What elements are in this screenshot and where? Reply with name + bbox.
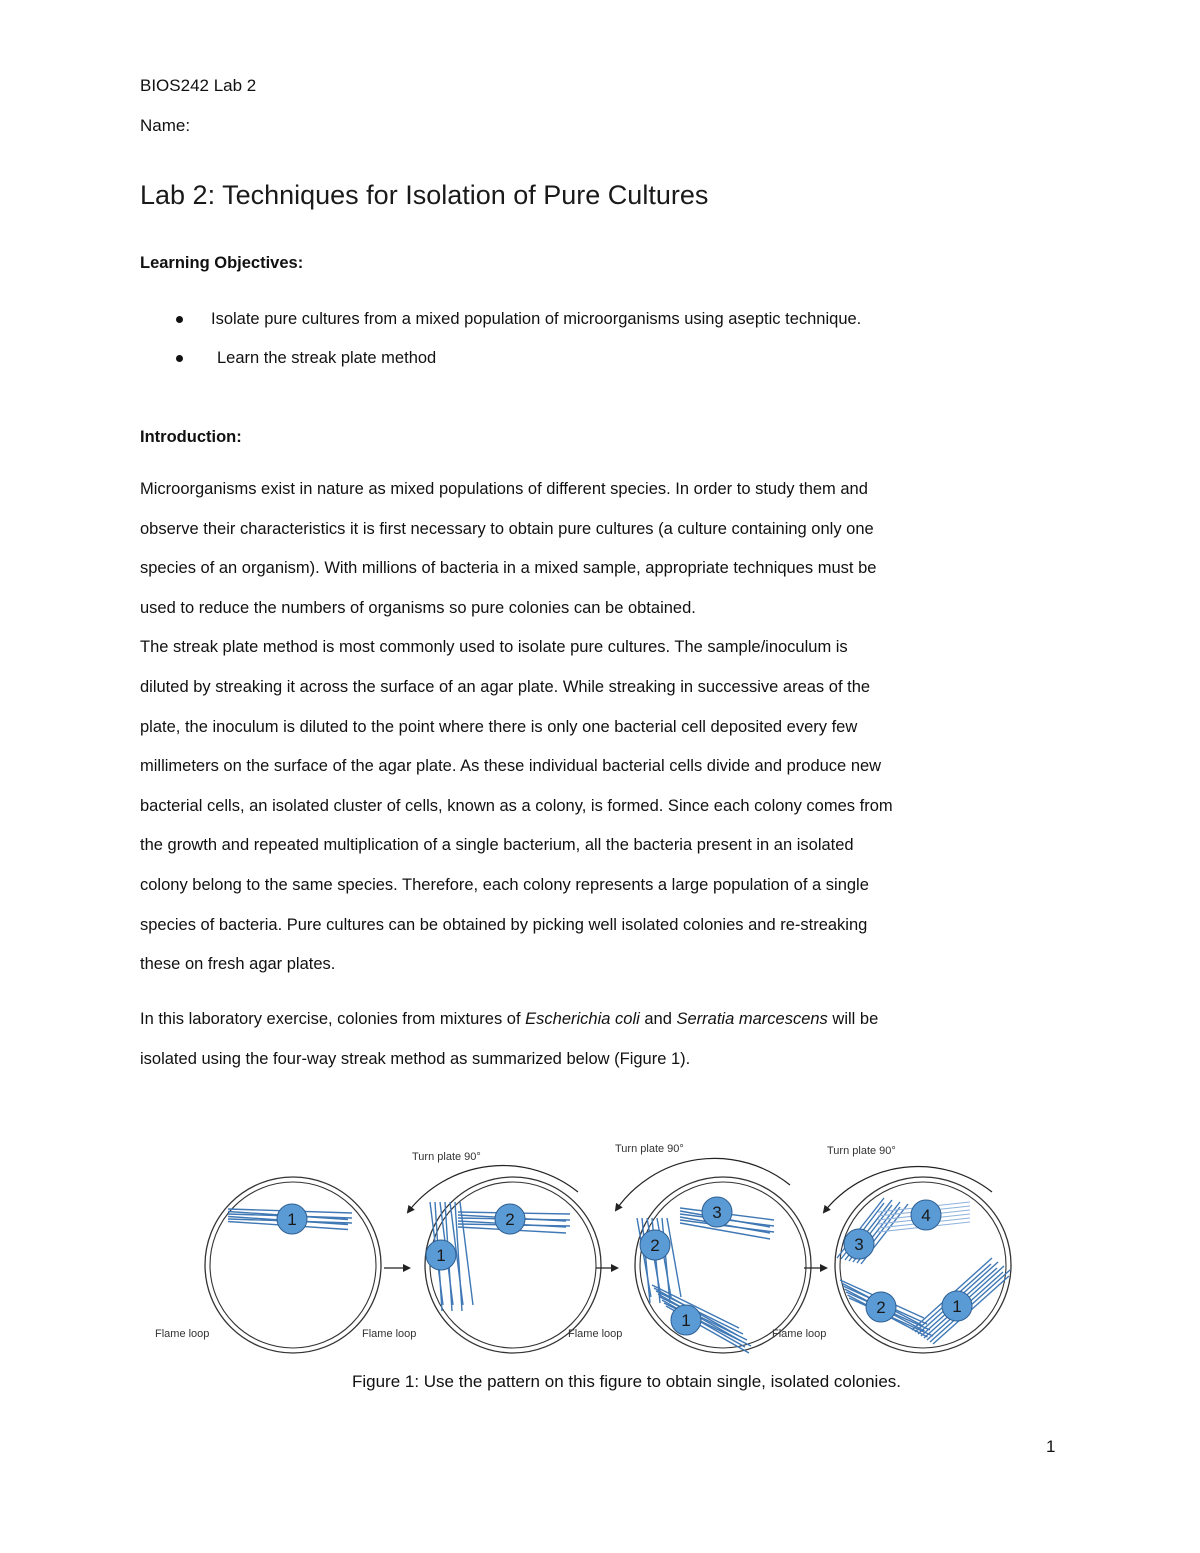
bullet-icon: [176, 355, 183, 362]
paragraph-line: used to reduce the numbers of organisms so pure colonies can be obtained.: [140, 598, 696, 617]
streak-marker: [866, 1292, 896, 1322]
streak-number: 2: [505, 1210, 515, 1229]
flame-loop-label: Flame loop: [362, 1328, 417, 1340]
flame-loop-label: Flame loop: [772, 1328, 827, 1340]
paragraph-line: bacterial cells, an isolated cluster of cells, known as a colony, is formed. Since each colony comes from: [140, 796, 893, 815]
streak-marker: [844, 1229, 874, 1259]
paragraph-line: plate, the inoculum is diluted to the point where there is only one bacterial cell deposited every few: [140, 717, 858, 736]
streak-number: 1: [681, 1311, 691, 1330]
species-name: Serratia marcescens: [676, 1010, 828, 1028]
introduction-paragraph: [140, 470, 1040, 985]
paragraph-line: observe their characteristics it is first necessary to obtain pure cultures (a culture containing only one: [140, 519, 874, 538]
species-name: Escherichia coli: [525, 1010, 640, 1028]
rotation-arrow: [408, 1166, 578, 1212]
page-number: 1: [1046, 1437, 1056, 1456]
streak-plate-figure: [140, 1130, 1020, 1360]
name-label: Name:: [140, 116, 191, 135]
paragraph-line: colony belong to the same species. Therefore, each colony represents a large population of a single: [140, 875, 869, 894]
figure-caption: Figure 1: Use the pattern on this figure to obtain single, isolated colonies.: [351, 1372, 902, 1391]
paragraph-line: the growth and repeated multiplication of a single bacterium, all the bacteria present in an isolated: [140, 836, 854, 855]
turn-plate-label: Turn plate 90°: [615, 1143, 684, 1155]
paragraph-line: In this laboratory exercise, colonies from mixtures of Escherichia coli and Serratia marcescens will be: [140, 1010, 879, 1028]
streak-marker: [702, 1197, 732, 1227]
paragraph-line: species of bacteria. Pure cultures can be obtained by picking well isolated colonies and re-streaking: [140, 915, 868, 934]
streak-number: 1: [436, 1246, 446, 1265]
exercise-paragraph: [140, 1000, 1040, 1079]
flame-loop-label: Flame loop: [155, 1328, 210, 1340]
paragraph-line: diluted by streaking it across the surface of an agar plate. While streaking in successive areas of the: [140, 677, 871, 696]
streak-marker: [640, 1230, 670, 1260]
paragraph-line: these on fresh agar plates.: [140, 955, 336, 974]
paragraph-line: Microorganisms exist in nature as mixed populations of different species. In order to study them and: [140, 480, 868, 498]
introduction-heading: Introduction:: [140, 428, 242, 446]
streak-marker: [277, 1204, 307, 1234]
streak-number: 4: [921, 1206, 931, 1225]
page-title: Lab 2: Techniques for Isolation of Pure Cultures: [140, 180, 709, 210]
objective-item: Learn the streak plate method: [140, 344, 1060, 383]
streak-number: 3: [712, 1203, 722, 1222]
streak-marker: [495, 1204, 525, 1234]
streak-marker: [911, 1200, 941, 1230]
bullet-icon: [176, 316, 183, 323]
streak-number: 1: [287, 1210, 297, 1229]
streak-number: 2: [876, 1298, 886, 1317]
objectives-list: [140, 305, 1060, 383]
paragraph-line: The streak plate method is most commonly used to isolate pure cultures. The sample/inoculum is: [140, 638, 848, 657]
course-header: BIOS242 Lab 2: [140, 76, 257, 95]
objectives-heading: Learning Objectives:: [140, 254, 304, 272]
petri-plate: [205, 1177, 381, 1353]
streak-marker: [942, 1291, 972, 1321]
turn-plate-label: Turn plate 90°: [412, 1151, 481, 1163]
streak-number: 3: [854, 1235, 864, 1254]
streak-number: 1: [952, 1297, 962, 1316]
paragraph-line: millimeters on the surface of the agar plate. As these individual bacterial cells divide and produce new: [140, 757, 882, 776]
streak-marker: [671, 1305, 701, 1335]
turn-plate-label: Turn plate 90°: [827, 1145, 896, 1157]
objective-item: Isolate pure cultures from a mixed population of microorganisms using aseptic technique.: [140, 305, 1060, 344]
paragraph-line: isolated using the four-way streak method as summarized below (Figure 1).: [140, 1049, 691, 1068]
streak-number: 2: [650, 1236, 660, 1255]
flame-loop-label: Flame loop: [568, 1328, 623, 1340]
paragraph-line: species of an organism). With millions of bacteria in a mixed sample, appropriate techniques must be: [140, 559, 877, 578]
streak-marker: [426, 1240, 456, 1270]
